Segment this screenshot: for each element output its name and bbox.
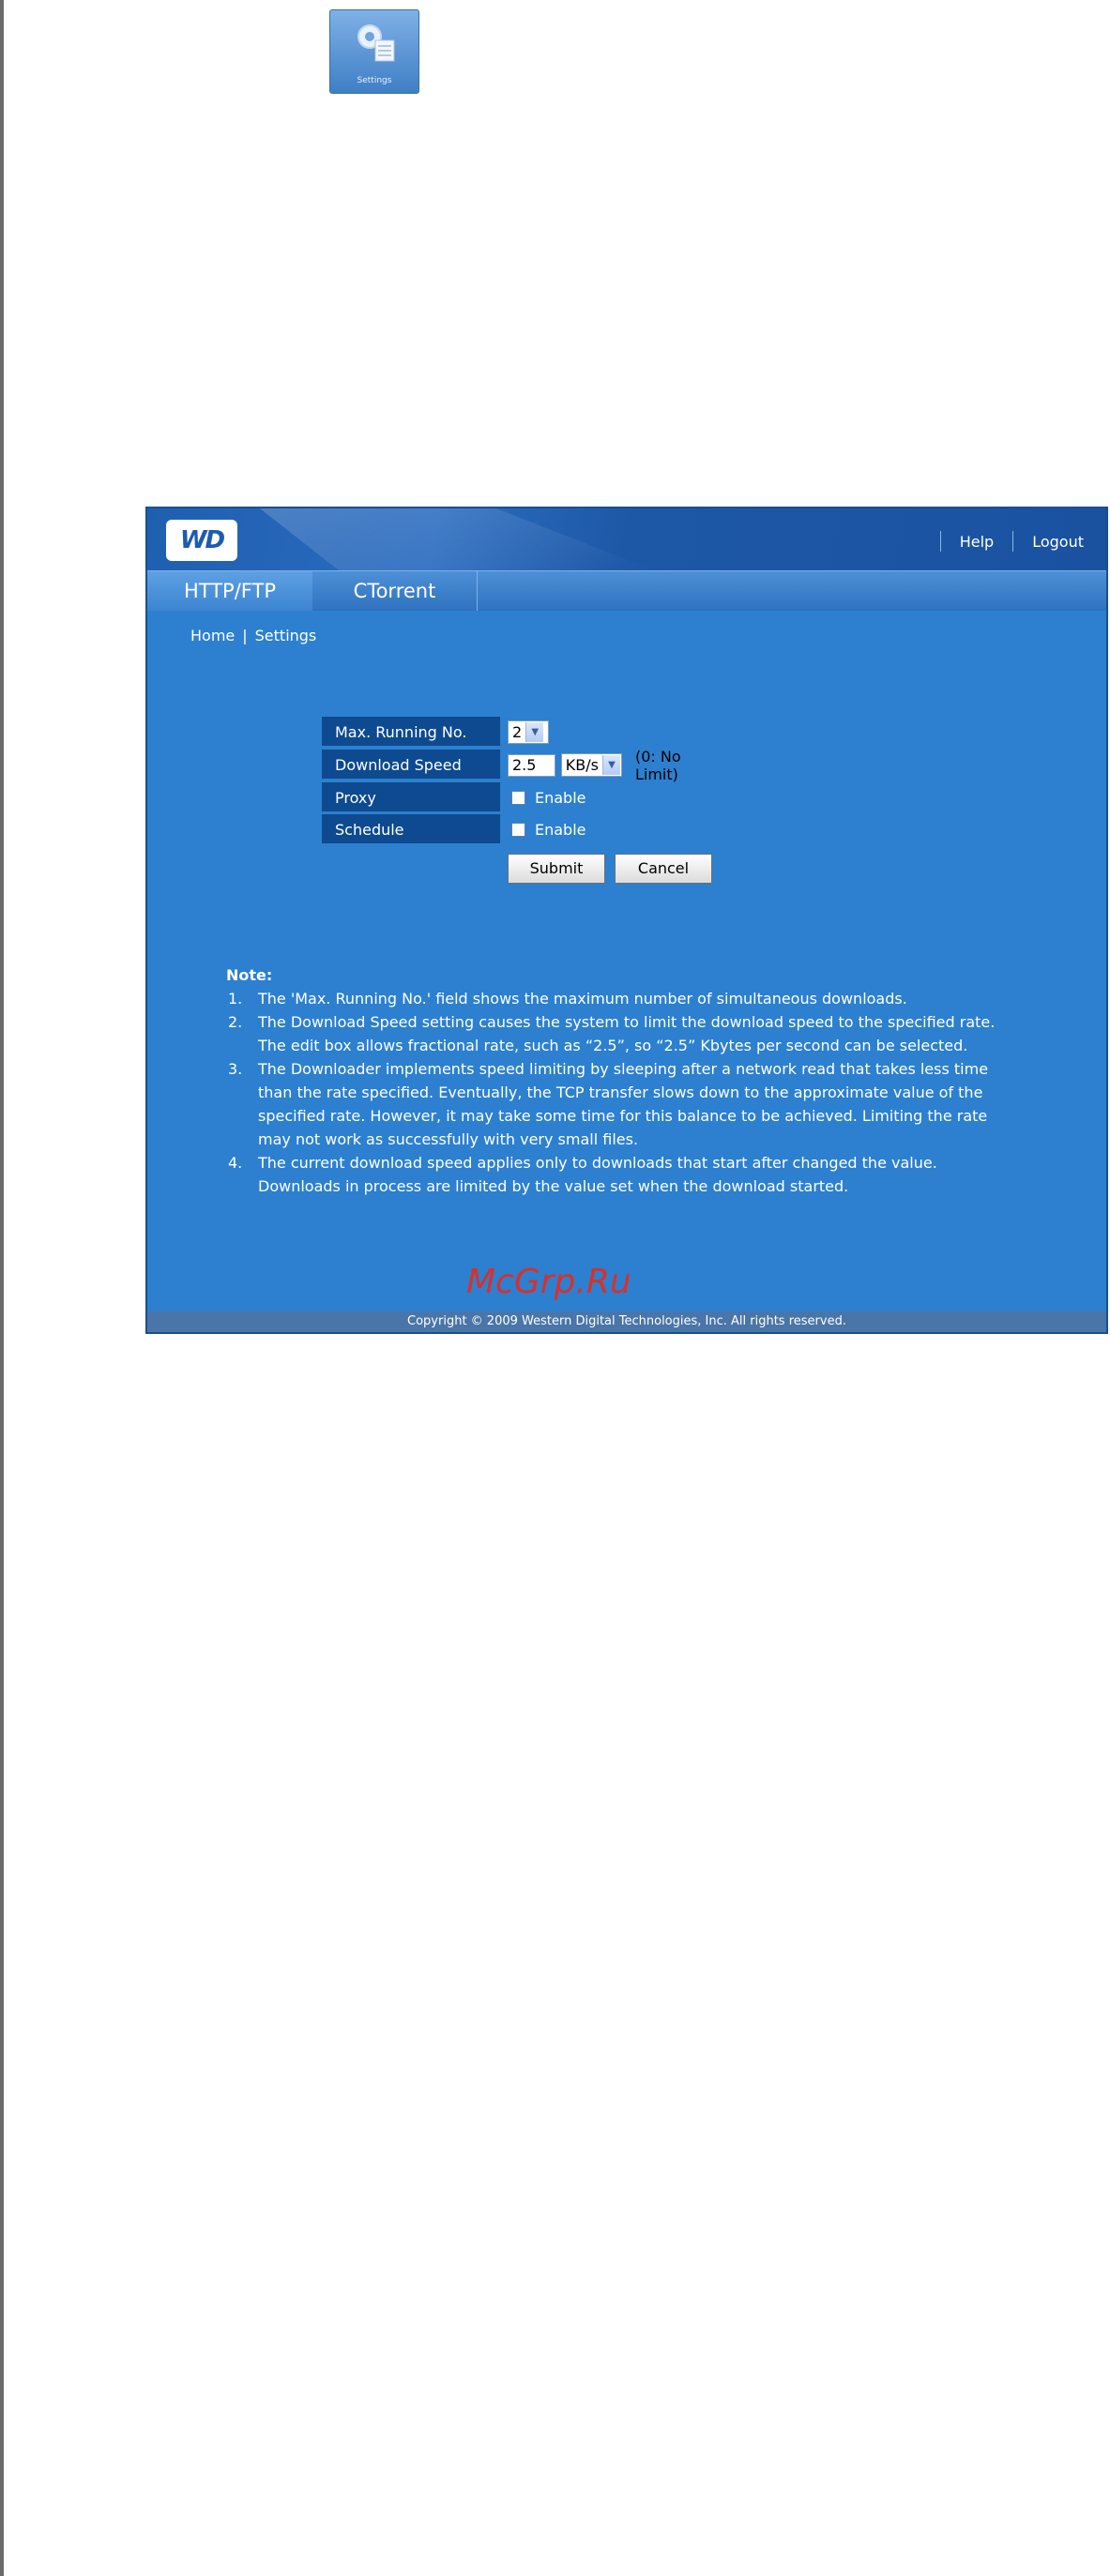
chevron-down-icon: ▼ bbox=[525, 722, 543, 742]
chevron-down-icon: ▼ bbox=[602, 755, 620, 775]
breadcrumb-home[interactable]: Home bbox=[190, 627, 236, 644]
settings-app-label: Settings bbox=[357, 76, 392, 85]
schedule-enable-label: Enable bbox=[535, 821, 586, 839]
note-item: 2. The Download Speed setting causes the system to limit the download speed to the specified rate. The edit box allows fractional rate, such as “2.5”, so “2.5” Kbytes per second can be selected. bbox=[228, 1013, 996, 1054]
tab-bar bbox=[147, 570, 1106, 611]
notes-title: Note: bbox=[226, 966, 273, 984]
tab-ctorrent[interactable]: CTorrent bbox=[312, 571, 478, 611]
speed-hint: (0: No Limit) bbox=[634, 747, 681, 783]
proxy-enable-checkbox[interactable] bbox=[511, 791, 525, 805]
max-running-select[interactable]: 2 ▼ bbox=[508, 720, 549, 744]
settings-app-icon[interactable] bbox=[329, 9, 419, 94]
tab-http-ftp[interactable]: HTTP/FTP bbox=[147, 571, 312, 611]
speed-unit-select[interactable]: KB/s ▼ bbox=[561, 753, 622, 777]
watermark-text: McGrp.Ru bbox=[466, 1263, 631, 1301]
submit-button[interactable]: Submit bbox=[508, 854, 605, 884]
logout-link[interactable]: Logout bbox=[1032, 532, 1084, 551]
wd-downloader-window bbox=[145, 507, 1108, 1334]
breadcrumb: Home | Settings bbox=[190, 627, 317, 644]
schedule-enable-checkbox[interactable] bbox=[511, 823, 525, 837]
header-divider bbox=[940, 531, 941, 552]
max-running-label: Max. Running No. bbox=[322, 717, 500, 748]
header-bar bbox=[147, 508, 1106, 570]
wd-logo: WD bbox=[166, 520, 237, 561]
download-speed-input[interactable]: 2.5 bbox=[508, 754, 555, 777]
note-item: 4. The current download speed applies only to downloads that start after changed the value. Downloads in process are limited by the value set when the download started. bbox=[228, 1154, 937, 1195]
help-link[interactable]: Help bbox=[959, 532, 995, 551]
header-divider bbox=[1012, 531, 1013, 552]
note-item: 3. The Downloader implements speed limiting by sleeping after a network read that takes less time than the rate specified. Eventually, the TCP transfer slows down to the approximate value of the specified rate. However, it may take some time for this balance to be achieved. Limiting the rate may not work as successfully with very small files. bbox=[228, 1060, 989, 1148]
breadcrumb-current: Settings bbox=[254, 627, 317, 644]
copyright-footer: Copyright © 2009 Western Digital Technologies, Inc. All rights reserved. bbox=[147, 1311, 1106, 1332]
cancel-button[interactable]: Cancel bbox=[615, 854, 712, 884]
download-speed-label: Download Speed bbox=[322, 750, 500, 780]
page-left-border bbox=[0, 0, 4, 2576]
schedule-label: Schedule bbox=[322, 814, 500, 845]
gear-settings-icon bbox=[353, 20, 398, 65]
notes-section bbox=[226, 963, 996, 1198]
proxy-enable-label: Enable bbox=[535, 789, 586, 807]
proxy-label: Proxy bbox=[322, 782, 500, 813]
note-item: 1. The 'Max. Running No.' field shows the maximum number of simultaneous downloads. bbox=[228, 990, 907, 1008]
